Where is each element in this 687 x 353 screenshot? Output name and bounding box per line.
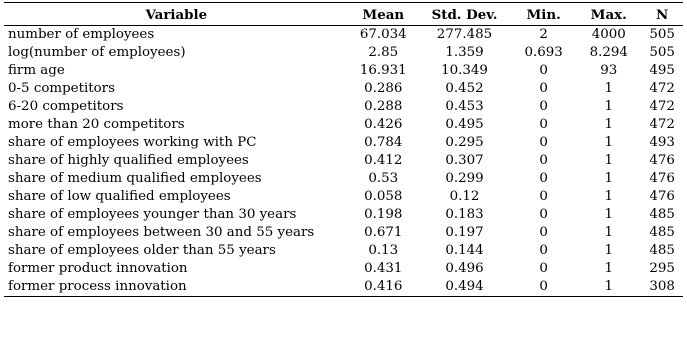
table-row	[4, 62, 683, 80]
cell-n: 476	[649, 171, 675, 186]
cell-min: 0	[539, 279, 548, 294]
header-variable: Variable	[145, 6, 208, 23]
cell-n: 476	[649, 153, 675, 168]
cell-min: 0	[539, 261, 548, 276]
cell-std-dev: 0.453	[445, 99, 484, 114]
summary-statistics-table	[4, 2, 683, 297]
cell-mean: 0.288	[364, 99, 403, 114]
header-min: Min.	[526, 6, 561, 23]
cell-mean: 0.426	[364, 117, 403, 132]
cell-n: 295	[649, 261, 675, 276]
cell-mean: 67.034	[359, 27, 407, 42]
cell-std-dev: 1.359	[445, 45, 484, 60]
header-std-dev: Std. Dev.	[431, 6, 498, 23]
table-row	[4, 98, 683, 116]
cell-mean: 0.784	[364, 135, 403, 150]
table-row	[4, 278, 683, 297]
table-row	[4, 224, 683, 242]
cell-mean: 0.53	[368, 171, 399, 186]
cell-max: 93	[600, 63, 618, 78]
cell-n: 485	[649, 207, 675, 222]
cell-std-dev: 10.349	[441, 63, 488, 78]
cell-n: 505	[649, 27, 675, 42]
cell-max: 1	[604, 171, 614, 186]
cell-variable: more than 20 competitors	[8, 117, 185, 132]
table-row	[4, 188, 683, 206]
cell-min: 0	[539, 153, 548, 168]
cell-variable: 6-20 competitors	[8, 99, 124, 114]
cell-variable: former product innovation	[8, 261, 188, 276]
cell-max: 1	[604, 189, 614, 204]
cell-variable: 0-5 competitors	[8, 81, 115, 96]
table-row	[4, 116, 683, 134]
table-body	[4, 26, 683, 297]
cell-min: 0.693	[524, 45, 563, 60]
cell-mean: 0.671	[364, 225, 403, 240]
cell-variable: firm age	[8, 63, 65, 78]
cell-std-dev: 0.197	[445, 225, 484, 240]
cell-mean: 16.931	[359, 63, 407, 78]
cell-max: 1	[604, 99, 614, 114]
cell-max: 1	[604, 117, 614, 132]
cell-mean: 0.286	[364, 81, 403, 96]
cell-max: 1	[604, 225, 614, 240]
cell-n: 495	[649, 63, 675, 78]
cell-mean: 0.058	[364, 189, 403, 204]
cell-max: 1	[604, 135, 614, 150]
cell-min: 0	[539, 81, 548, 96]
cell-min: 0	[539, 207, 548, 222]
cell-min: 0	[539, 243, 548, 258]
header-mean: Mean	[362, 6, 405, 23]
cell-std-dev: 0.295	[445, 135, 484, 150]
cell-std-dev: 0.12	[449, 189, 480, 204]
cell-variable: former process innovation	[8, 279, 187, 294]
cell-std-dev: 0.299	[445, 171, 484, 186]
cell-min: 0	[539, 63, 548, 78]
cell-variable: log(number of employees)	[8, 45, 186, 60]
cell-variable: share of low qualified employees	[8, 189, 231, 204]
cell-variable: share of employees between 30 and 55 years	[8, 225, 315, 240]
cell-n: 476	[649, 189, 675, 204]
cell-n: 485	[649, 243, 675, 258]
cell-n: 485	[649, 225, 675, 240]
cell-max: 8.294	[589, 45, 628, 60]
cell-mean: 0.198	[364, 207, 403, 222]
cell-n: 472	[649, 117, 675, 132]
cell-min: 0	[539, 189, 548, 204]
cell-std-dev: 277.485	[436, 27, 493, 42]
cell-variable: number of employees	[8, 27, 155, 42]
cell-n: 308	[649, 279, 675, 294]
header-n: N	[656, 6, 669, 23]
table-row	[4, 134, 683, 152]
table-header	[4, 3, 683, 26]
header-row	[4, 3, 683, 26]
cell-std-dev: 0.307	[445, 153, 484, 168]
cell-max: 4000	[591, 27, 626, 42]
cell-variable: share of employees younger than 30 years	[8, 207, 297, 222]
cell-n: 472	[649, 99, 675, 114]
cell-min: 0	[539, 117, 548, 132]
cell-mean: 2.85	[368, 45, 399, 60]
cell-variable: share of employees older than 55 years	[8, 243, 276, 258]
cell-n: 493	[649, 135, 675, 150]
cell-n: 505	[649, 45, 675, 60]
cell-min: 0	[539, 135, 548, 150]
cell-variable: share of highly qualified employees	[8, 153, 249, 168]
cell-max: 1	[604, 261, 614, 276]
cell-std-dev: 0.183	[445, 207, 484, 222]
cell-mean: 0.13	[368, 243, 399, 258]
cell-variable: share of medium qualified employees	[8, 171, 262, 186]
cell-std-dev: 0.496	[445, 261, 484, 276]
table-row	[4, 260, 683, 278]
cell-max: 1	[604, 279, 614, 294]
cell-std-dev: 0.144	[445, 243, 484, 258]
table-row	[4, 152, 683, 170]
table-row	[4, 44, 683, 62]
cell-mean: 0.412	[364, 153, 403, 168]
cell-min: 0	[539, 225, 548, 240]
cell-std-dev: 0.495	[445, 117, 484, 132]
table-row	[4, 170, 683, 188]
cell-min: 2	[539, 27, 548, 42]
table-row	[4, 206, 683, 224]
table-row	[4, 242, 683, 260]
cell-std-dev: 0.452	[445, 81, 484, 96]
cell-min: 0	[539, 171, 548, 186]
cell-mean: 0.416	[364, 279, 403, 294]
cell-n: 472	[649, 81, 675, 96]
table-row	[4, 26, 683, 45]
cell-max: 1	[604, 243, 614, 258]
cell-max: 1	[604, 81, 614, 96]
table-row	[4, 80, 683, 98]
cell-max: 1	[604, 153, 614, 168]
cell-min: 0	[539, 99, 548, 114]
cell-variable: share of employees working with PC	[8, 135, 257, 150]
cell-max: 1	[604, 207, 614, 222]
cell-mean: 0.431	[364, 261, 403, 276]
header-max: Max.	[590, 6, 627, 23]
cell-std-dev: 0.494	[445, 279, 484, 294]
